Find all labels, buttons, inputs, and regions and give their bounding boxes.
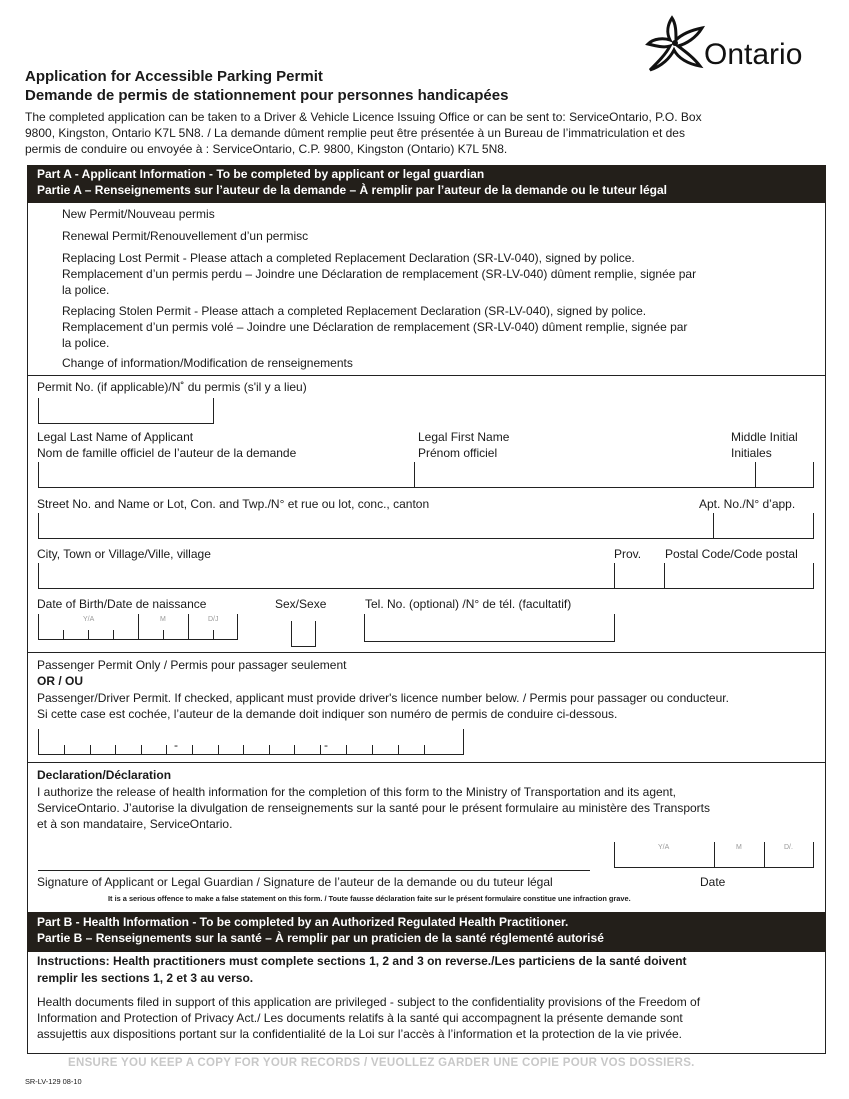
dob-input[interactable] xyxy=(38,614,238,640)
label-fr: Initiales xyxy=(731,446,772,460)
dob-label: Date of Birth/Date de naissance xyxy=(37,597,207,611)
option-label: Change of information/Modification de renseignements xyxy=(62,356,353,370)
licence-dash: - xyxy=(324,738,328,752)
permit-no-label: Permit No. (if applicable)/N˚ du permis (s'il y a lieu) xyxy=(37,380,307,394)
declaration-line: et à son mandataire, ServiceOntario. xyxy=(37,817,233,831)
ontario-logo xyxy=(644,14,819,74)
licence-number-input[interactable] xyxy=(38,729,464,755)
intro-line: The completed application can be taken to a Driver & Vehicle Licence Issuing Office or can be sent to: ServiceOntario, P.O. Box xyxy=(25,110,702,124)
instructions-text xyxy=(37,953,822,987)
divider xyxy=(27,652,826,653)
date-label: Date xyxy=(700,875,726,889)
apt-label: Apt. No./N° d’app. xyxy=(699,497,796,511)
middle-initial-label xyxy=(731,429,798,461)
street-input-row[interactable] xyxy=(38,513,814,539)
ontario-wordmark: Ontario xyxy=(704,38,803,71)
dob-year-hint: Y/A xyxy=(83,616,95,623)
city-label: City, Town or Village/Ville, village xyxy=(37,547,211,561)
keep-copy-note: ENSURE YOU KEEP A COPY FOR YOUR RECORDS / VEUOLLEZ GARDER UNE COPIE POUR VOS DOSSIERS. xyxy=(68,1057,695,1069)
option-label: Replacing Lost Permit - Please attach a completed Replacement Declaration (SR-LV-040), signed by police. xyxy=(62,251,635,265)
option-renewal[interactable] xyxy=(62,228,802,244)
privilege-text xyxy=(37,994,822,1042)
option-replacing-lost[interactable] xyxy=(62,250,802,298)
form-code: SR-LV-129 08-10 xyxy=(25,1077,82,1086)
sex-input[interactable] xyxy=(291,621,316,647)
title-en: Application for Accessible Parking Permit xyxy=(25,68,323,85)
passenger-driver-label: Si cette case est cochée, l’auteur de la demande doit indiquer son numéro de permis de conduire ci-dessous. xyxy=(37,707,618,721)
declaration-date-input[interactable] xyxy=(614,842,814,868)
option-label: Remplacement d’un permis volé – Joindre une Déclaration de remplacement (SR-LV-040) dûment remplie, signée par xyxy=(62,320,688,334)
prov-label: Prov. xyxy=(614,547,642,561)
option-label: la police. xyxy=(62,283,110,297)
title-fr: Demande de permis de stationnement pour personnes handicapées xyxy=(25,87,509,104)
sex-label: Sex/Sexe xyxy=(275,597,327,611)
label-en: Middle Initial xyxy=(731,430,798,444)
first-name-label xyxy=(418,429,509,461)
privilege-line: assujettis aux dispositions portant sur la confidentialité de la Loi sur l’accès à l’information et la protection de la vie privée. xyxy=(37,1027,683,1041)
option-label: Remplacement d’un permis perdu – Joindre une Déclaration de remplacement (SR-LV-040) dûment remplie, signée par xyxy=(62,267,697,281)
part-a-header-fr: Partie A – Renseignements sur l’auteur de la demande – À remplir par l’auteur de la demande ou le tuteur légal xyxy=(37,183,667,197)
city-input-row[interactable] xyxy=(38,563,814,589)
label-fr: Nom de famille officiel de l’auteur de la demande xyxy=(37,446,297,460)
divider xyxy=(27,762,826,763)
date-month-hint: M xyxy=(736,844,742,851)
intro-text xyxy=(25,109,825,157)
offence-note: It is a serious offence to make a false statement on this form. / Toute fausse déclaration faite sur le présent formulaire constitue une infraction grave. xyxy=(108,894,631,903)
option-label: New Permit/Nouveau permis xyxy=(62,207,215,221)
declaration-title: Declaration/Déclaration xyxy=(37,768,172,782)
option-replacing-stolen[interactable] xyxy=(62,303,802,351)
intro-line: 9800, Kingston, Ontario K7L 5N8. / La demande dûment remplie peut être présentée à un Bureau de l’immatriculation et des xyxy=(25,126,685,140)
tel-label: Tel. No. (optional) /N° de tél. (facultatif) xyxy=(365,597,572,611)
passenger-driver-label: Passenger/Driver Permit. If checked, applicant must provide driver's licence number below. / Permis pour passager ou conducteur. xyxy=(37,691,729,705)
signature-label: Signature of Applicant or Legal Guardian / Signature de l’auteur de la demande ou du tuteur légal xyxy=(37,875,553,889)
option-change-info[interactable] xyxy=(62,355,802,371)
option-label: Renewal Permit/Renouvellement d’un permisc xyxy=(62,229,309,243)
option-label: Replacing Stolen Permit - Please attach a completed Replacement Declaration (SR-LV-040), signed by police. xyxy=(62,304,647,318)
street-label: Street No. and Name or Lot, Con. and Twp./N° et rue ou lot, conc., canton xyxy=(37,497,430,511)
dob-month-hint: M xyxy=(160,616,166,623)
trillium-icon xyxy=(644,14,706,74)
permit-no-input[interactable] xyxy=(38,398,214,424)
or-ou-label: OR / OU xyxy=(37,674,84,688)
option-label: la police. xyxy=(62,336,110,350)
dob-day-hint: D/J xyxy=(208,616,219,623)
instructions-line: Instructions: Health practitioners must complete sections 1, 2 and 3 on reverse./Les particiens de la santé doivent xyxy=(37,954,687,968)
declaration-text xyxy=(37,784,822,832)
declaration-line: I authorize the release of health information for the completion of this form to the Ministry of Transportation and its agent, xyxy=(37,785,677,799)
date-day-hint: D/. xyxy=(784,844,793,851)
tel-input[interactable] xyxy=(364,614,615,642)
date-year-hint: Y/A xyxy=(658,844,670,851)
name-input-row[interactable] xyxy=(38,462,814,488)
option-new-permit[interactable] xyxy=(62,206,802,222)
last-name-label xyxy=(37,429,296,461)
privilege-line: Health documents filed in support of this application are privileged - subject to the confidentiality provisions of the Freedom of xyxy=(37,995,701,1009)
signature-input[interactable] xyxy=(38,870,590,871)
licence-dash: - xyxy=(174,738,178,752)
part-b-header xyxy=(27,912,826,952)
part-b-header-en: Part B - Health Information - To be completed by an Authorized Regulated Health Practitioner. xyxy=(37,915,569,929)
intro-line: permis de conduire ou envoyée à : ServiceOntario, C.P. 9800, Kingston (Ontario) K7L 5N8. xyxy=(25,142,508,156)
divider xyxy=(27,375,826,376)
passenger-only-label: Passenger Permit Only / Permis pour passager seulement xyxy=(37,658,347,672)
label-en: Legal First Name xyxy=(418,430,510,444)
postal-label: Postal Code/Code postal xyxy=(665,547,798,561)
part-a-header xyxy=(27,165,826,203)
passenger-only-option[interactable] xyxy=(37,657,346,673)
permit-type-options xyxy=(62,206,802,371)
instructions-line: remplir les sections 1, 2 et 3 au verso. xyxy=(37,971,254,985)
passenger-driver-option[interactable] xyxy=(37,690,822,722)
part-a-header-en: Part A - Applicant Information - To be completed by applicant or legal guardian xyxy=(37,167,485,181)
label-fr: Prénom officiel xyxy=(418,446,498,460)
label-en: Legal Last Name of Applicant xyxy=(37,430,194,444)
declaration-line: ServiceOntario. J’autorise la divulgation de renseignements sur la santé pour le présent formulaire au ministère des Transports xyxy=(37,801,711,815)
part-b-header-fr: Partie B – Renseignements sur la santé – À remplir par un praticien de la santé réglementé autorisé xyxy=(37,931,604,945)
privilege-line: Information and Protection of Privacy Act./ Les documents relatifs à la santé qui accompagnent la présente demande sont xyxy=(37,1011,683,1025)
